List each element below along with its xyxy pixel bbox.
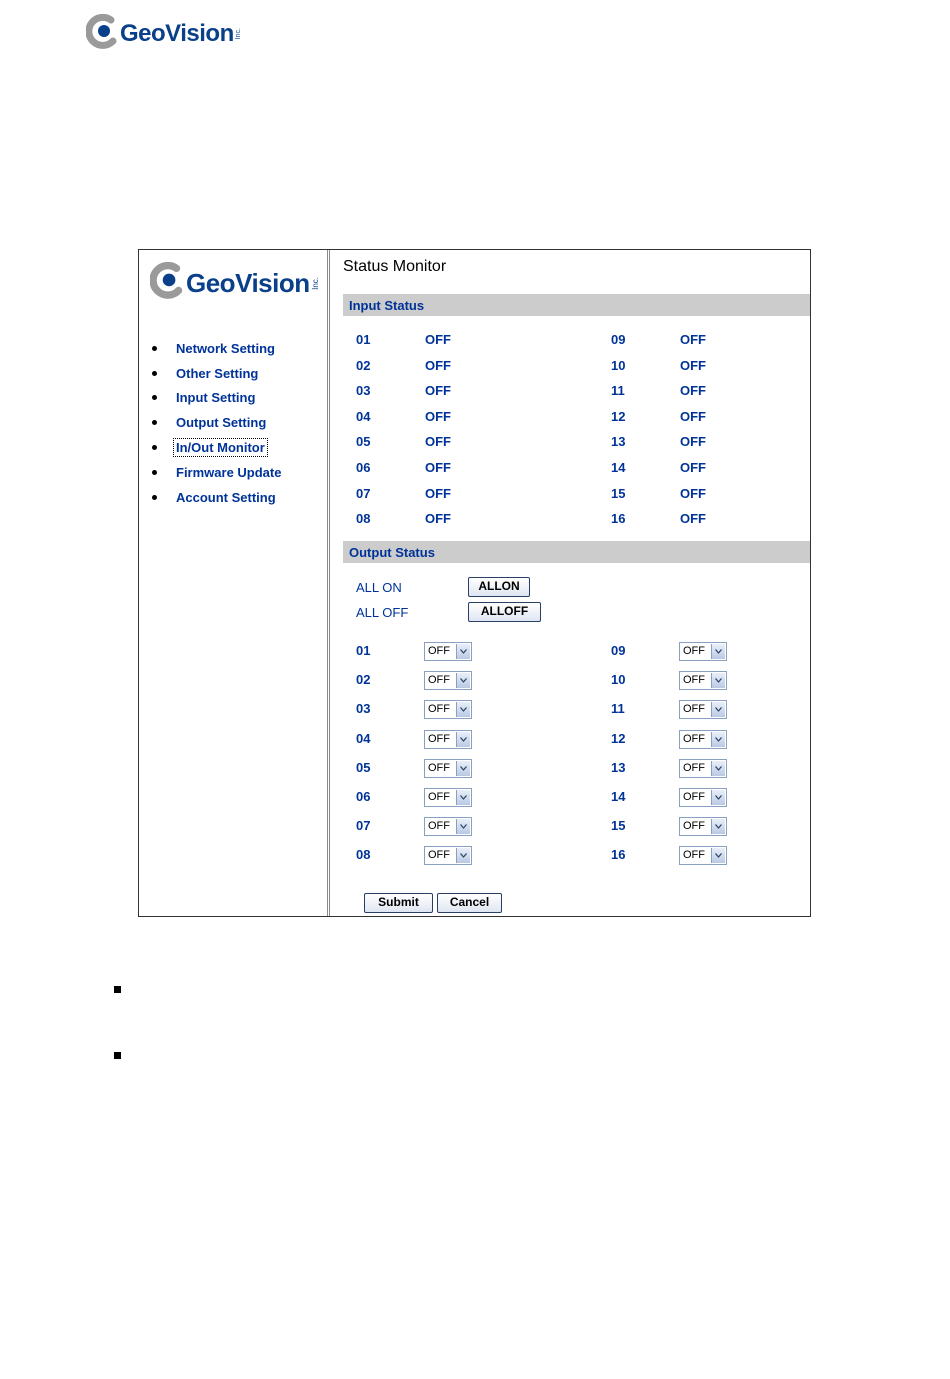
page-title: Status Monitor bbox=[343, 258, 447, 275]
output-channel-select[interactable] bbox=[424, 700, 472, 719]
output-channel-select[interactable] bbox=[424, 788, 472, 807]
input-channel-number: 07 bbox=[356, 485, 371, 501]
chevron-down-icon[interactable] bbox=[456, 673, 470, 688]
input-status-header bbox=[343, 294, 810, 316]
chevron-down-icon[interactable] bbox=[711, 761, 725, 776]
input-channel-number: 11 bbox=[611, 383, 625, 399]
input-channel-status: OFF bbox=[680, 511, 706, 527]
all-on-button[interactable]: ALLON bbox=[468, 577, 530, 597]
chevron-down-icon[interactable] bbox=[456, 702, 470, 717]
output-channel-select-value: OFF bbox=[683, 645, 705, 657]
input-channel-status: OFF bbox=[680, 357, 706, 373]
output-channel-select[interactable] bbox=[679, 846, 727, 865]
input-channel-status: OFF bbox=[425, 434, 451, 450]
input-channel-number: 14 bbox=[611, 460, 626, 475]
brand-name: GeoVision bbox=[120, 20, 234, 47]
sidebar-brand-name: GeoVision bbox=[186, 268, 310, 298]
sidebar-link[interactable]: Input Setting bbox=[176, 390, 256, 406]
output-channel-select[interactable] bbox=[679, 788, 727, 807]
chevron-down-icon[interactable] bbox=[711, 732, 725, 747]
input-channel-number: 09 bbox=[611, 332, 626, 347]
chevron-down-icon[interactable] bbox=[456, 761, 470, 776]
output-channel-select-value: OFF bbox=[683, 761, 705, 774]
output-channel-number: 02 bbox=[356, 672, 371, 688]
input-channel-status: OFF bbox=[680, 460, 706, 475]
input-channel-status: OFF bbox=[680, 332, 706, 347]
output-status-heading: Output Status bbox=[349, 545, 435, 560]
output-channel-select-value: OFF bbox=[683, 674, 705, 687]
sidebar-nav bbox=[149, 336, 284, 510]
chevron-down-icon[interactable] bbox=[456, 790, 470, 805]
input-channel-status: OFF bbox=[425, 485, 451, 501]
output-channel-select[interactable] bbox=[679, 817, 727, 836]
output-channel-number: 03 bbox=[356, 701, 371, 717]
bullet-icon bbox=[152, 470, 157, 475]
output-channel-number: 06 bbox=[356, 789, 371, 804]
input-channel-status: OFF bbox=[425, 357, 451, 373]
bullet-icon bbox=[152, 445, 157, 450]
output-channel-select-value: OFF bbox=[428, 761, 450, 774]
output-channel-number: 10 bbox=[611, 672, 626, 688]
output-channel-select-value: OFF bbox=[428, 703, 450, 716]
output-channel-select[interactable] bbox=[424, 671, 472, 690]
sidebar-item bbox=[149, 410, 284, 435]
output-channel-select-value: OFF bbox=[683, 732, 705, 745]
output-channel-select-value: OFF bbox=[683, 791, 705, 803]
cancel-button[interactable]: Cancel bbox=[437, 893, 502, 913]
chevron-down-icon[interactable] bbox=[456, 644, 470, 659]
all-on-label: ALL ON bbox=[356, 580, 402, 595]
bullet-icon bbox=[152, 346, 157, 351]
output-channel-select[interactable] bbox=[424, 759, 472, 778]
sidebar-link[interactable]: Network Setting bbox=[176, 340, 275, 356]
bullet-icon bbox=[152, 395, 157, 400]
chevron-down-icon[interactable] bbox=[711, 673, 725, 688]
sidebar-link[interactable]: Account Setting bbox=[176, 489, 276, 505]
output-channel-select-value: OFF bbox=[428, 849, 450, 862]
all-off-label: ALL OFF bbox=[356, 605, 409, 620]
sidebar-link[interactable]: Output Setting bbox=[176, 415, 267, 431]
geovision-logo-icon bbox=[86, 14, 120, 55]
brand-inc: Inc. bbox=[234, 28, 242, 40]
chevron-down-icon[interactable] bbox=[711, 819, 725, 834]
output-channel-select[interactable] bbox=[679, 730, 727, 749]
chevron-down-icon[interactable] bbox=[711, 702, 725, 717]
output-channel-number: 01 bbox=[356, 643, 371, 658]
output-channel-select-value: OFF bbox=[428, 674, 450, 687]
output-channel-select[interactable] bbox=[679, 671, 727, 690]
input-channel-number: 15 bbox=[611, 485, 626, 501]
chevron-down-icon[interactable] bbox=[711, 790, 725, 805]
sidebar-item bbox=[149, 361, 284, 386]
submit-button[interactable]: Submit bbox=[364, 893, 433, 913]
square-bullet-icon bbox=[114, 986, 121, 993]
input-channel-status: OFF bbox=[425, 332, 451, 347]
output-channel-number: 07 bbox=[356, 818, 371, 834]
output-channel-select[interactable] bbox=[424, 817, 472, 836]
input-channel-number: 12 bbox=[611, 408, 626, 424]
input-channel-number: 05 bbox=[356, 434, 371, 450]
input-channel-number: 16 bbox=[611, 511, 626, 527]
input-channel-status: OFF bbox=[680, 485, 706, 501]
chevron-down-icon[interactable] bbox=[711, 644, 725, 659]
output-channel-number: 14 bbox=[611, 789, 626, 804]
output-channel-select[interactable] bbox=[679, 700, 727, 719]
bullet-icon bbox=[152, 495, 157, 500]
output-channel-number: 08 bbox=[356, 847, 371, 863]
output-channel-select-value: OFF bbox=[428, 791, 450, 803]
output-channel-select[interactable] bbox=[424, 846, 472, 865]
output-channel-select[interactable] bbox=[424, 730, 472, 749]
input-channel-number: 02 bbox=[356, 357, 371, 373]
main-content bbox=[333, 250, 810, 916]
input-channel-status: OFF bbox=[680, 434, 706, 450]
sidebar bbox=[139, 250, 330, 916]
output-channel-select[interactable] bbox=[424, 642, 472, 661]
web-ui-screenshot bbox=[138, 249, 811, 917]
sidebar-link[interactable]: Firmware Update bbox=[176, 464, 282, 480]
input-channel-number: 13 bbox=[611, 434, 626, 450]
bullet-icon bbox=[152, 420, 157, 425]
sidebar-item bbox=[149, 435, 284, 460]
input-status-heading: Input Status bbox=[349, 298, 425, 313]
output-channel-select-value: OFF bbox=[683, 849, 705, 862]
all-off-button[interactable]: ALLOFF bbox=[468, 602, 541, 622]
input-channel-status: OFF bbox=[425, 383, 451, 399]
chevron-down-icon[interactable] bbox=[456, 819, 470, 834]
output-channel-number: 09 bbox=[611, 643, 626, 658]
output-status-header bbox=[343, 541, 810, 563]
output-channel-number: 11 bbox=[611, 701, 625, 717]
output-channel-number: 05 bbox=[356, 759, 371, 775]
input-channel-number: 06 bbox=[356, 460, 371, 475]
output-channel-number: 13 bbox=[611, 759, 626, 775]
output-channel-select-value: OFF bbox=[428, 820, 450, 833]
output-channel-number: 15 bbox=[611, 818, 626, 834]
output-channel-select[interactable] bbox=[679, 759, 727, 778]
sidebar-link[interactable]: In/Out Monitor bbox=[173, 438, 268, 457]
input-channel-number: 08 bbox=[356, 511, 371, 527]
geovision-logo-icon bbox=[150, 262, 186, 305]
chevron-down-icon[interactable] bbox=[456, 848, 470, 863]
sidebar-item bbox=[149, 336, 284, 361]
chevron-down-icon[interactable] bbox=[456, 732, 470, 747]
input-channel-number: 03 bbox=[356, 383, 371, 399]
sidebar-item bbox=[149, 485, 284, 510]
output-channel-select-value: OFF bbox=[683, 820, 705, 833]
bullet-icon bbox=[152, 371, 157, 376]
input-channel-number: 10 bbox=[611, 357, 626, 373]
square-bullet-icon bbox=[114, 1052, 121, 1059]
output-channel-select-value: OFF bbox=[428, 645, 450, 657]
output-channel-select-value: OFF bbox=[428, 732, 450, 745]
sidebar-item bbox=[149, 386, 284, 411]
sidebar-item bbox=[149, 460, 284, 485]
input-channel-number: 04 bbox=[356, 408, 371, 424]
sidebar-logo bbox=[150, 262, 320, 305]
output-channel-select[interactable] bbox=[679, 642, 727, 661]
input-channel-status: OFF bbox=[425, 511, 451, 527]
output-channel-number: 12 bbox=[611, 730, 626, 746]
input-channel-number: 01 bbox=[356, 332, 371, 347]
sidebar-brand-inc: Inc. bbox=[310, 277, 320, 290]
output-channel-select-value: OFF bbox=[683, 703, 705, 716]
input-channel-status: OFF bbox=[680, 383, 706, 399]
input-channel-status: OFF bbox=[680, 408, 706, 424]
document-header-logo bbox=[86, 14, 242, 54]
input-channel-status: OFF bbox=[425, 460, 451, 475]
sidebar-link[interactable]: Other Setting bbox=[176, 365, 259, 381]
chevron-down-icon[interactable] bbox=[711, 848, 725, 863]
input-channel-status: OFF bbox=[425, 408, 451, 424]
output-channel-number: 04 bbox=[356, 730, 371, 746]
output-channel-number: 16 bbox=[611, 847, 626, 863]
